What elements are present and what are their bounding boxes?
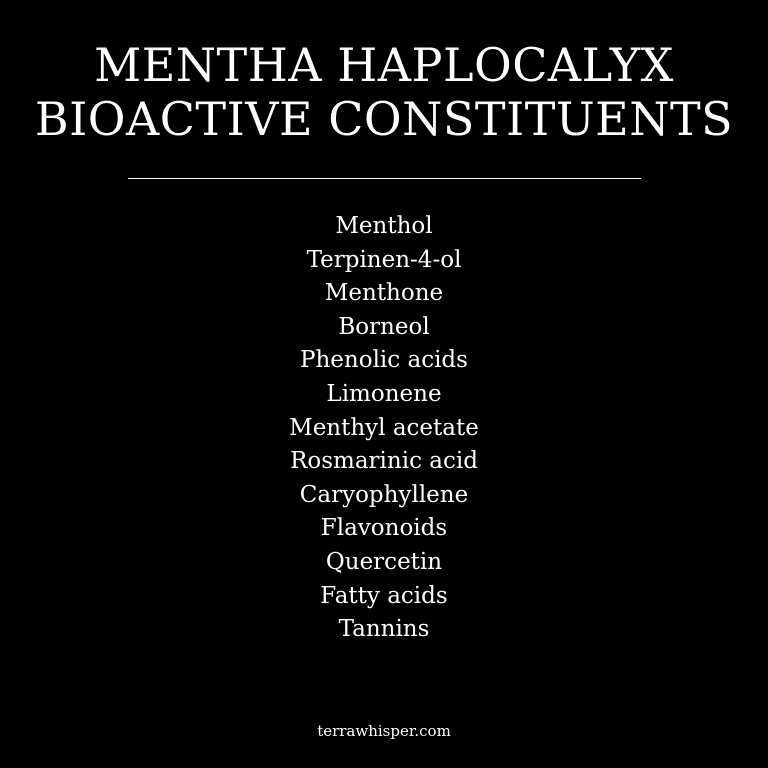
list-item: Caryophyllene: [299, 481, 469, 508]
title-line-1: MENTHA HAPLOCALYX: [94, 38, 674, 92]
list-item: Phenolic acids: [300, 347, 468, 374]
list-item: Menthyl acetate: [289, 414, 479, 441]
constituents-list: [0, 210, 768, 647]
list-item: Menthol: [335, 213, 433, 239]
list-item: Rosmarinic acid: [290, 448, 478, 475]
title-line-2: BIOACTIVE CONSTITUENTS: [34, 92, 734, 146]
list-item: Terpinen-4-ol: [306, 246, 462, 273]
list-item: Limonene: [326, 380, 442, 407]
list-item: Borneol: [338, 313, 430, 340]
list-item: Tannins: [338, 616, 430, 643]
title-divider: [128, 178, 641, 179]
list-item: Fatty acids: [320, 582, 448, 609]
page-title: [0, 38, 768, 146]
list-item: Menthone: [324, 280, 444, 307]
list-item: Flavonoids: [320, 515, 448, 542]
list-item: Quercetin: [325, 548, 443, 575]
site-footer: terrawhisper.com: [317, 722, 451, 740]
